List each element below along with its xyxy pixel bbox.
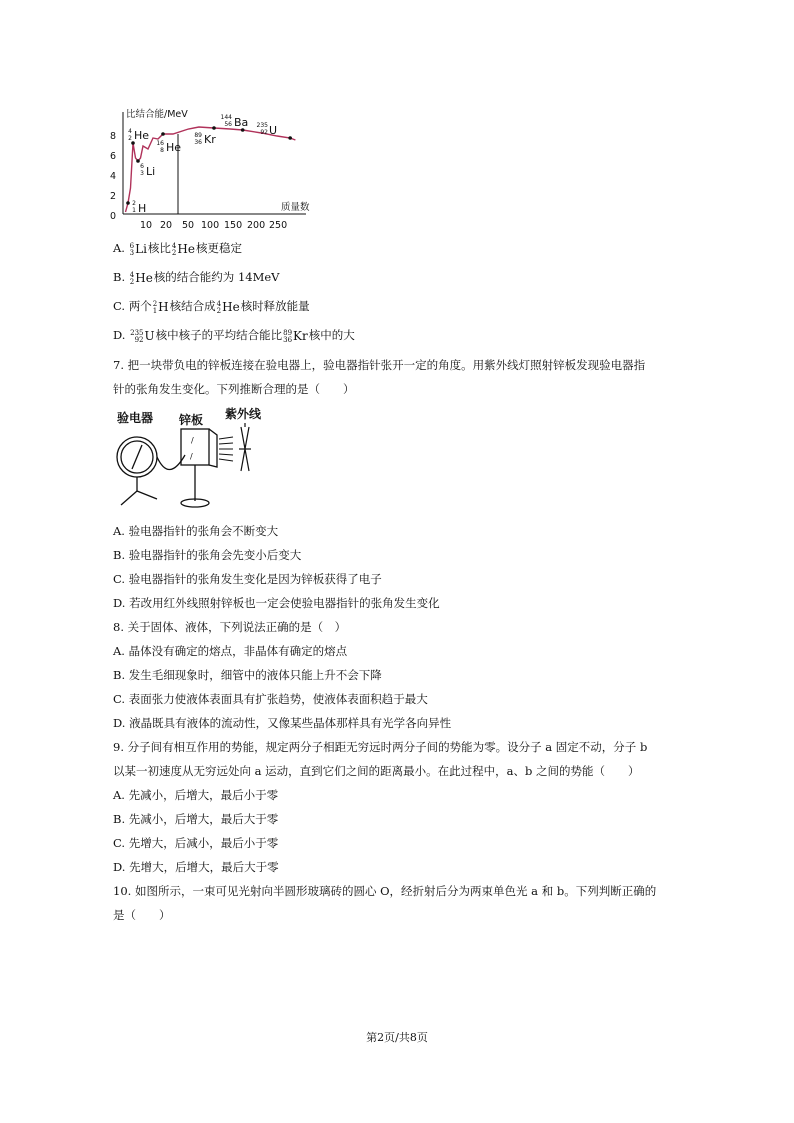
label-li: Li — [146, 165, 156, 178]
q7-option-c: C. 验电器指针的张角发生变化是因为锌板获得了电子 — [113, 572, 382, 586]
electroscope-leg-left — [121, 491, 137, 505]
x-axis-label: 质量数 — [281, 202, 310, 213]
q6-option-d: D. 235 92 U核中核子的平均结合能比 89 36 Kr核中的大 — [113, 328, 355, 344]
q7-stem-line2: 针的张角发生变化。下列推断合理的是（ ） — [113, 382, 355, 396]
data-point-o16 — [161, 132, 165, 136]
electroscope-needle — [132, 445, 142, 469]
y-tick-0: 0 — [110, 211, 117, 222]
nuclide-li6: 6 3 Li — [129, 242, 147, 257]
electroscope-leg-right — [137, 491, 157, 499]
data-point-u235 — [288, 136, 292, 140]
li-z: 3 — [140, 170, 144, 177]
q8-option-a: A. 晶体没有确定的熔点，非晶体有确定的熔点 — [113, 644, 348, 658]
q9-option-d: D. 先增大，后增大，最后大于零 — [113, 860, 279, 874]
label-he: He — [134, 129, 150, 142]
nuclide-kr89: 89 36 Kr — [283, 329, 308, 344]
ba-a: 144 — [220, 114, 232, 121]
h-a: 2 — [132, 200, 136, 207]
label-zinc-plate: 锌板 — [179, 413, 204, 427]
u-a: 235 — [256, 122, 268, 129]
svg-text:/: / — [190, 452, 193, 461]
label-o: He — [166, 141, 182, 154]
svg-text:/: / — [191, 436, 194, 445]
q6-option-b: B. 4 2 He核的结合能约为 14MeV — [113, 270, 280, 286]
q9-option-c: C. 先增大，后减小，最后小于零 — [113, 836, 279, 850]
q8-option-c: C. 表面张力使液体表面具有扩张趋势，使液体表面积趋于最大 — [113, 692, 428, 706]
q9-option-b: B. 先减小，后增大，最后大于零 — [113, 812, 279, 826]
ba-z: 56 — [224, 121, 232, 128]
q7-option-d: D. 若改用红外线照射锌板也一定会使验电器指针的张角发生变化 — [113, 596, 440, 610]
q9-stem-line2: 以某一初速度从无穷远处向 a 运动，直到它们之间的距离最小。在此过程中，a、b 之间的势能（ ） — [113, 764, 640, 778]
label-uv: 紫外线 — [225, 407, 262, 421]
y-tick-2: 2 — [110, 191, 117, 202]
q7-stem-line1: 7. 把一块带负电的锌板连接在验电器上，验电器指针张开一定的角度。用紫外线灯照射锌板发现验电器指 — [113, 358, 646, 372]
q8-option-d: D. 液晶既具有液体的流动性，又像某些晶体那样具有光学各向异性 — [113, 716, 452, 730]
he-z: 2 — [128, 135, 132, 142]
q7-option-b: B. 验电器指针的张角会先变小后变大 — [113, 548, 302, 562]
q7-option-a: A. 验电器指针的张角会不断变大 — [113, 524, 279, 538]
data-point-h2 — [126, 201, 130, 205]
q8-option-b: B. 发生毛细现象时，细管中的液体只能上升不会下降 — [113, 668, 382, 682]
x-tick-10: 10 — [140, 220, 153, 231]
data-point-kr89 — [212, 126, 216, 130]
u-z: 92 — [260, 129, 268, 136]
li-a: 6 — [140, 163, 144, 170]
label-kr: Kr — [204, 133, 216, 146]
y-tick-4: 4 — [110, 171, 117, 182]
h-z: 1 — [132, 207, 136, 214]
q9-stem-line1: 9. 分子间有相互作用的势能，规定两分子相距无穷远时两分子间的势能为零。设分子 a 固定不动，分子 b — [113, 740, 648, 754]
nuclide-he4: 4 2 He — [216, 300, 240, 315]
o-a: 16 — [156, 140, 164, 147]
x-tick-200: 200 — [247, 220, 266, 231]
label-u: U — [269, 124, 278, 137]
x-tick-100: 100 — [201, 220, 220, 231]
q6-option-a: A. 6 3 Li核比 4 2 He核更稳定 — [113, 241, 242, 257]
x-tick-150: 150 — [224, 220, 243, 231]
y-axis-label: 比结合能/MeV — [126, 109, 188, 120]
page-footer: 第2页/共8页 — [366, 1031, 428, 1044]
label-electroscope: 验电器 — [117, 411, 154, 425]
uv-rays — [219, 437, 233, 461]
y-tick-8: 8 — [110, 131, 117, 142]
q6-option-c: C. 两个 2 1 H核结合成 4 2 He核时释放能量 — [113, 299, 310, 315]
label-ba: Ba — [234, 116, 249, 129]
nuclide-he4: 4 2 He — [171, 242, 195, 257]
q8-stem: 8. 关于固体、液体，下列说法正确的是（ ） — [113, 620, 347, 634]
x-tick-250: 250 — [269, 220, 288, 231]
nuclide-u235: 235 92 U — [130, 329, 155, 344]
nuclide-he4: 4 2 He — [129, 271, 153, 286]
label-h: H — [138, 202, 147, 215]
zinc-plate — [181, 429, 209, 465]
electroscope-figure — [113, 405, 283, 513]
binding-energy-chart — [106, 104, 326, 232]
y-tick-6: 6 — [110, 151, 117, 162]
o-z: 8 — [160, 147, 164, 154]
q9-option-a: A. 先减小，后增大，最后小于零 — [113, 788, 279, 802]
x-tick-50: 50 — [182, 220, 195, 231]
kr-z: 36 — [194, 139, 202, 146]
nuclide-h2: 2 1 H — [152, 300, 169, 315]
q10-stem-line2: 是（ ） — [113, 908, 171, 922]
q10-stem-line1: 10. 如图所示，一束可见光射向半圆形玻璃砖的圆心 O，经折射后分为两束单色光 a 和 b。下列判断正确的 — [113, 884, 657, 898]
he-a: 4 — [128, 128, 132, 135]
kr-a: 89 — [194, 132, 202, 139]
x-tick-20: 20 — [160, 220, 173, 231]
uv-lamp — [239, 423, 251, 471]
